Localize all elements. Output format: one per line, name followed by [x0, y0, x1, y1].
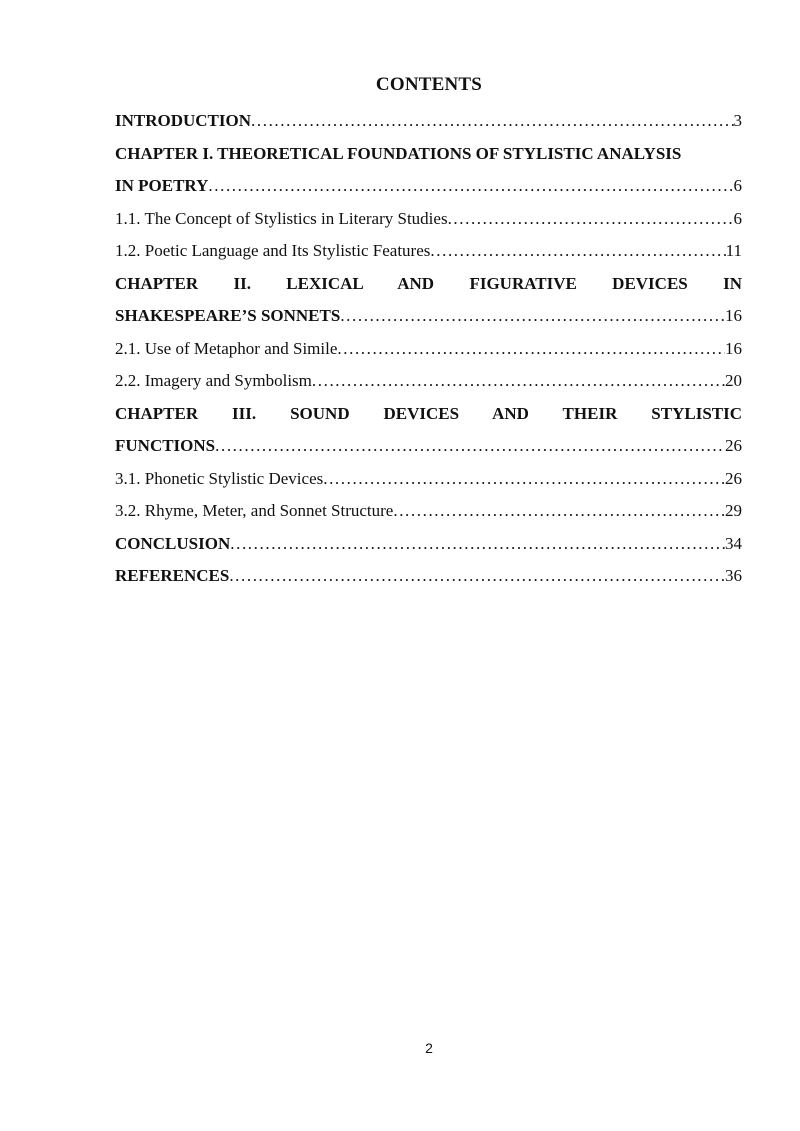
toc-entry-page: 11 [725, 241, 742, 260]
toc-entry-page: 3 [733, 111, 742, 130]
toc-entry-chapter1-line1: CHAPTER I. THEORETICAL FOUNDATIONS OF STYLISTIC ANALYSIS [115, 143, 682, 163]
toc-entry-page: 16 [725, 338, 742, 358]
toc-entry-2-1 [115, 333, 742, 366]
dot-leader [215, 430, 725, 463]
table-of-contents [115, 105, 742, 593]
toc-entry-page: 26 [725, 436, 742, 455]
toc-entry-page: 6 [733, 208, 742, 228]
dot-leader [312, 365, 725, 398]
page-number: 2 [425, 1040, 433, 1056]
dot-leader [340, 300, 725, 333]
dot-leader [448, 203, 734, 236]
toc-entry-chapter3-line1: CHAPTER III. SOUND DEVICES AND THEIR STYLISTIC [115, 403, 742, 423]
toc-entry-3-1 [115, 463, 742, 496]
toc-entry-page: 29 [725, 501, 742, 520]
toc-entry-title: 2.2. Imagery and Symbolism [115, 371, 312, 390]
toc-entry-title: SHAKESPEARE’S SONNETS [115, 306, 341, 325]
toc-entry-title: CONCLUSION [115, 533, 231, 553]
toc-entry-title: INTRODUCTION [115, 111, 252, 130]
toc-entry-3-2 [115, 495, 742, 528]
toc-entry-title: 3.2. Rhyme, Meter, and Sonnet Structure [115, 501, 394, 520]
toc-entry-page: 16 [725, 306, 742, 325]
page-title: CONTENTS [375, 74, 483, 95]
toc-entry-page: 34 [725, 533, 742, 553]
toc-entry-chapter2-line1: CHAPTER II. LEXICAL AND FIGURATIVE DEVICES IN [115, 273, 742, 293]
toc-entry-title: IN POETRY [115, 176, 209, 195]
dot-leader [337, 333, 725, 366]
toc-entry-title: REFERENCES [115, 566, 230, 585]
toc-entry-chapter2 [115, 300, 742, 333]
toc-entry-chapter1 [115, 170, 742, 203]
dot-leader [430, 235, 725, 268]
toc-entry-2-2 [115, 365, 742, 398]
toc-entry-page: 26 [725, 468, 742, 488]
toc-entry-conclusion [115, 528, 742, 561]
toc-entry-chapter3 [115, 430, 742, 463]
toc-entry-title: FUNCTIONS [115, 436, 216, 455]
toc-entry-title: 1.2. Poetic Language and Its Stylistic Features [115, 241, 431, 260]
toc-entry-title: 2.1. Use of Metaphor and Simile [115, 338, 338, 358]
toc-entry-page: 36 [725, 566, 742, 585]
toc-entry-title: 3.1. Phonetic Stylistic Devices [115, 468, 324, 488]
toc-entry-introduction [115, 105, 742, 138]
dot-leader [229, 560, 725, 593]
dot-leader [230, 528, 725, 561]
toc-entry-page: 20 [725, 371, 742, 390]
toc-entry-references [115, 560, 742, 593]
dot-leader [393, 495, 725, 528]
toc-entry-title: 1.1. The Concept of Stylistics in Literary Studies [115, 208, 448, 228]
toc-entry-page: 6 [733, 176, 742, 195]
dot-leader [208, 170, 733, 203]
toc-entry-1-1 [115, 203, 742, 236]
dot-leader [323, 463, 725, 496]
toc-entry-1-2 [115, 235, 742, 268]
dot-leader [251, 105, 733, 138]
